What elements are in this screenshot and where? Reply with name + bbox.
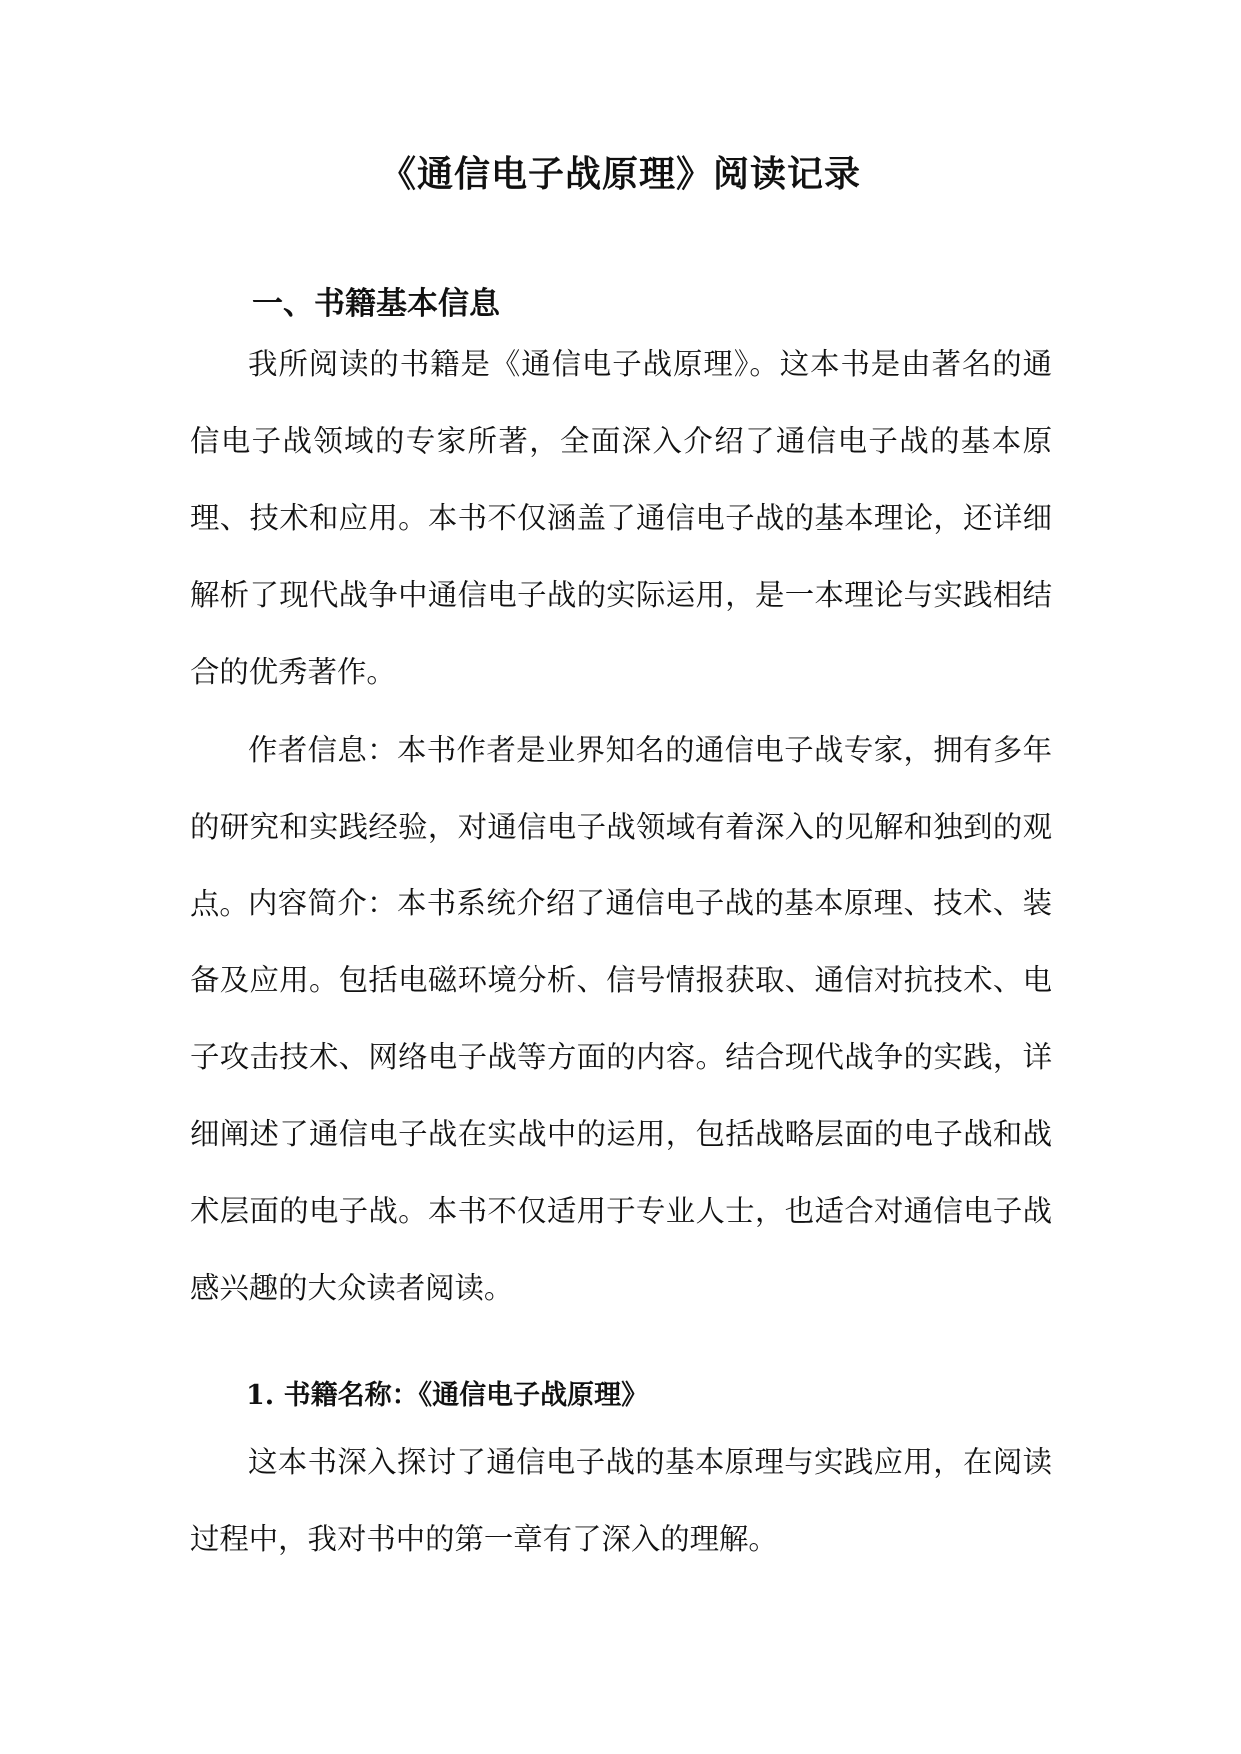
paragraph-chapter-note: 这本书深入探讨了通信电子战的基本原理与实践应用，在阅读过程中，我对书中的第一章有了深入的理解。 — [190, 1445, 1052, 1556]
document-title: 《通信电子战原理》阅读记录 — [379, 153, 861, 195]
section-heading-basic-info: 一、书籍基本信息 — [252, 286, 500, 322]
paragraph-book-intro: 我所阅读的书籍是《通信电子战原理》。这本书是由著名的通信电子战领域的专家所著，全面深入介绍了通信电子战的基本原理、技术和应用。本书不仅涵盖了通信电子战的基本理论，还详细解析了现代战争中通信电子战的实际运用，是一本理论与实践相结合的优秀著作。 — [190, 347, 1052, 689]
paragraph-author-info: 作者信息：本书作者是业界知名的通信电子战专家，拥有多年的研究和实践经验，对通信电子战领域有着深入的见解和独到的观点。 — [190, 733, 1052, 921]
paragraph-content-summary: 内容简介：本书系统介绍了通信电子战的基本原理、技术、装备及应用。包括电磁环境分析、信号情报获取、通信对抗技术、电子攻击技术、网络电子战等方面的内容。结合现代战争的实践，详细阐述了通信电子战在实战中的运用，包括战略层面的电子战和战术层面的电子战。本书不仅适用于专业人士，也适合对通信电子战感兴趣的大众读者阅读。 — [190, 886, 1052, 1305]
subheading-book-name: 1. 书籍名称：《通信电子战原理》 — [246, 1380, 649, 1411]
